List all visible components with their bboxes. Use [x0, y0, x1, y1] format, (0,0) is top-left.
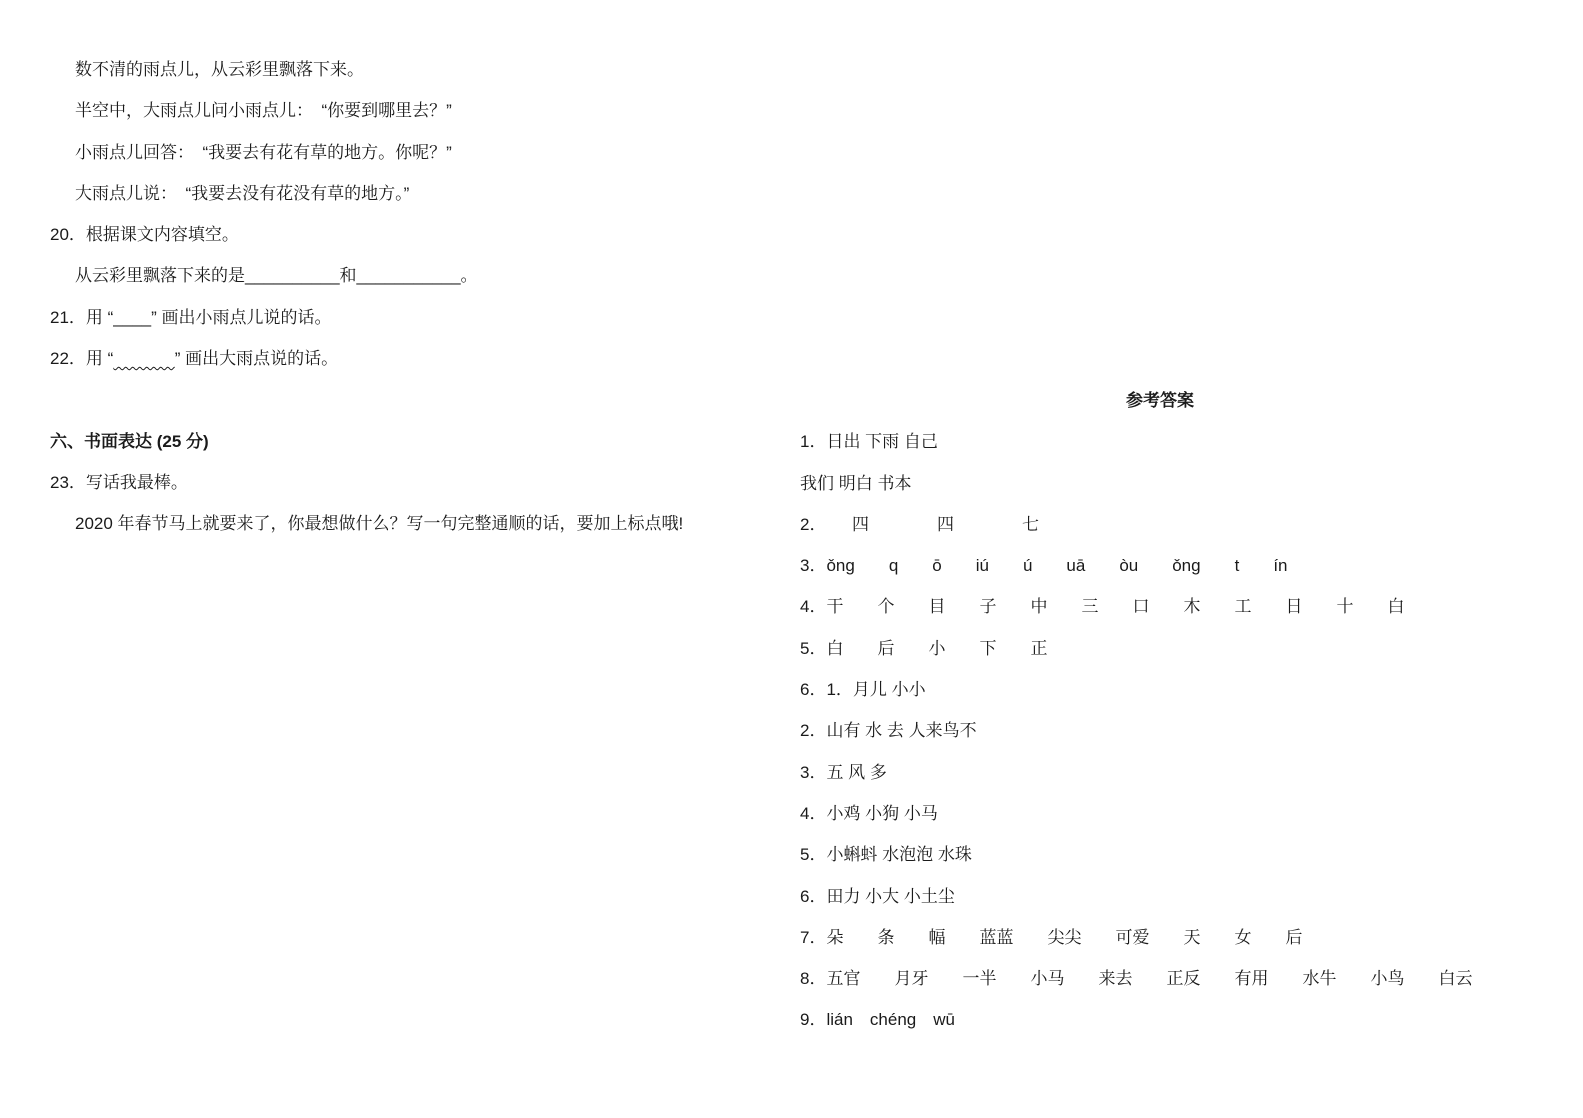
answer-line-6-1: 6．1．月儿 小小 [800, 680, 926, 700]
answer-line-9: 9．lián chéng wū [800, 1010, 955, 1030]
passage-line-4: 大雨点儿说： “我要去没有花没有草的地方。” [75, 183, 410, 203]
passage-line-1: 数不清的雨点儿，从云彩里飘落下来。 [75, 60, 364, 79]
answer-line-1b: 我们 明白 书本 [800, 473, 912, 493]
question-20-label: 20．根据课文内容填空。 [50, 225, 239, 245]
passage-line-3: 小雨点儿回答： “我要去有花有草的地方。你呢？” [75, 142, 452, 162]
answer-line-5: 5．白 后 小 下 正 [800, 638, 1048, 658]
question-23-label: 23．写话我最棒。 [50, 472, 188, 492]
answer-line-2: 2． 四 四 七 [800, 514, 1039, 534]
question-21: 21．用 “____” 画出小雨点儿说的话。 [50, 307, 332, 327]
answer-key-title: 参考答案 [1126, 391, 1194, 410]
question-23-prompt: 2020 年春节马上就要来了，你最想做什么？写一句完整通顺的话，要加上标点哦! [75, 514, 684, 534]
answer-line-1: 1．日出 下雨 自己 [800, 432, 938, 452]
wavy-line-blank [113, 349, 174, 368]
answer-line-4: 4．干 个 目 子 中 三 口 木 工 日 十 白 [800, 597, 1405, 617]
passage-line-2: 半空中，大雨点儿问小雨点儿： “你要到哪里去？” [75, 101, 452, 121]
question-20-fill-blank: 从云彩里飘落下来的是__________和___________。 [75, 266, 478, 286]
answer-line-6-4: 4．小鸡 小狗 小马 [800, 803, 938, 823]
question-22-prefix: 22．用 “ [50, 349, 114, 369]
spacer-line [50, 379, 765, 420]
answer-line-6-3: 3．五 风 多 [800, 762, 887, 782]
answer-line-8: 8．五官 月牙 一半 小马 来去 正反 有用 水牛 小鸟 白云 [800, 969, 1473, 989]
answer-line-7: 7．朵 条 幅 蓝蓝 尖尖 可爱 天 女 后 [800, 927, 1303, 947]
question-22 [50, 338, 765, 379]
answer-line-6-6: 6．田力 小大 小土尘 [800, 886, 955, 906]
section-six-heading: 六、书面表达 (25 分) [50, 431, 209, 451]
answer-line-6-5: 5．小蝌蚪 水泡泡 水珠 [800, 845, 972, 865]
answer-line-6-2: 2．山有 水 去 人来鸟不 [800, 721, 977, 741]
answer-key-column [800, 380, 1520, 1041]
questions-column [50, 49, 765, 545]
question-22-suffix: ” 画出大雨点说的话。 [174, 349, 339, 369]
answer-line-3: 3．ǒng q ō iú ú uā òu ǒng t ín [800, 556, 1288, 576]
